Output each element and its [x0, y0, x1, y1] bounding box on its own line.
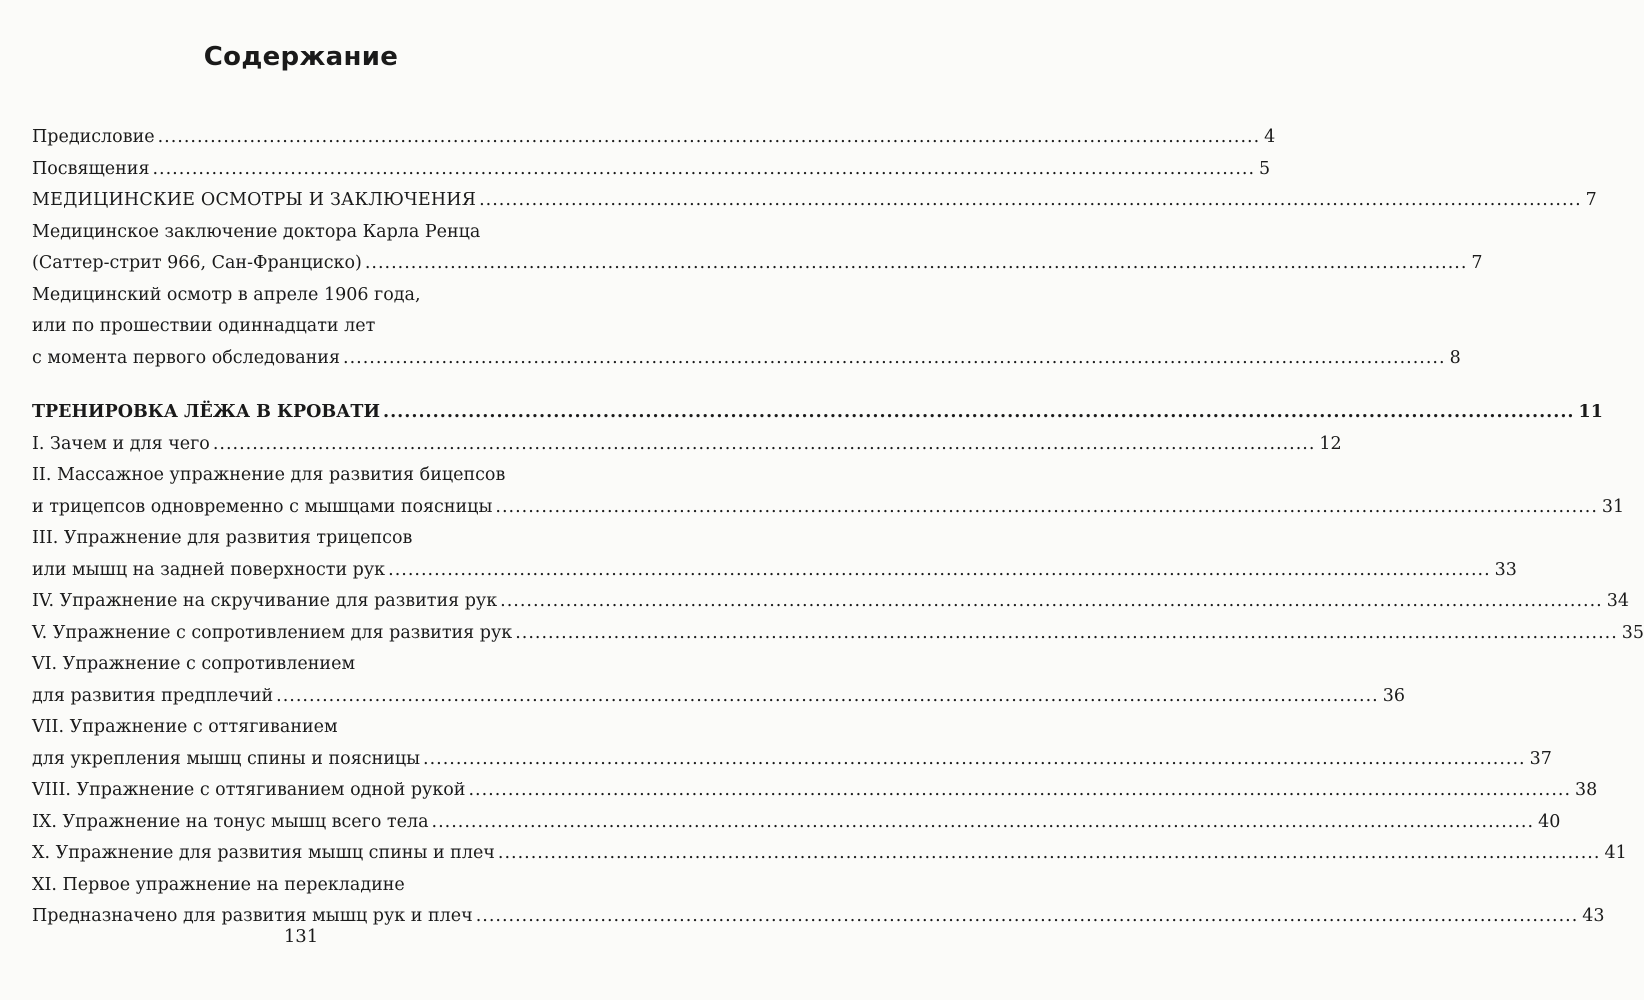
page-number: 131 [283, 926, 319, 947]
toc-entry-preface[interactable] [32, 122, 1276, 154]
toc-entry-resistance-arms[interactable] [32, 618, 1644, 650]
toc-entry-massage-line1[interactable] [32, 460, 560, 492]
toc-entry-bar-line1[interactable] [32, 870, 560, 902]
toc-page-number: 4 [1264, 127, 1276, 147]
dot-leader [495, 492, 1598, 524]
dot-leader [152, 154, 1255, 186]
toc-entry-why[interactable] [32, 429, 1342, 461]
toc-entry-title: VI. Упражнение с сопротивлением [32, 654, 356, 674]
toc-entry-title: и трицепсов одновременно с мышцами поясницы [32, 496, 493, 517]
toc-page-number: 41 [1604, 843, 1627, 863]
toc-entry-exam1906-line1[interactable] [32, 280, 560, 312]
toc-page-number: 38 [1575, 780, 1598, 800]
toc-entry-title: X. Упражнение для развития мышц спины и плеч [32, 843, 495, 863]
toc-entry-title: для развития предплечий [32, 685, 274, 706]
toc-entry-title: Предназначено для развития мышц рук и плеч [32, 906, 473, 926]
dot-leader [158, 122, 1261, 154]
toc-entry-whole-body[interactable] [32, 807, 1561, 839]
dot-leader [213, 429, 1316, 461]
toc-entry-renz-line2[interactable] [32, 248, 1483, 280]
dot-leader [479, 185, 1582, 217]
toc-page-number: 40 [1538, 811, 1561, 832]
toc-entry-title: (Саттер-стрит 966, Сан-Франциско) [32, 253, 362, 273]
toc-entry-title: XI. Первое упражнение на перекладине [32, 874, 405, 895]
dot-leader [498, 838, 1601, 870]
toc-entry-title: для укрепления мышц спины и поясницы [32, 748, 421, 769]
page-title: Содержание [203, 42, 399, 72]
toc-section-title: МЕДИЦИНСКИЕ ОСМОТРЫ И ЗАКЛЮЧЕНИЯ [32, 190, 477, 210]
toc-entry-title: VIII. Упражнение с оттягиванием одной рукой [32, 780, 466, 800]
toc-entry-forearms-line1[interactable] [32, 649, 560, 681]
toc-entry-title: Предисловие [32, 127, 155, 147]
toc-entry-forearms-line2[interactable] [32, 681, 1405, 713]
toc-entry-pull-line2[interactable] [32, 744, 1552, 776]
dot-leader [468, 775, 1571, 807]
toc-entry-title: IX. Упражнение на тонус мышц всего тела [32, 811, 429, 832]
toc-entry-triceps-line2[interactable] [32, 555, 1517, 587]
toc-entry-triceps-line1[interactable] [32, 523, 560, 555]
dot-leader [500, 586, 1603, 618]
toc-entry-exam1906-line3[interactable] [32, 343, 1461, 375]
toc-page-number: 7 [1471, 253, 1483, 273]
toc-entry-one-arm-pull[interactable] [32, 775, 1598, 807]
toc-entry-exam1906-line2[interactable] [32, 311, 560, 343]
toc-page-number: 5 [1259, 158, 1271, 179]
toc-entry-title: Медицинский осмотр в апреле 1906 года, [32, 284, 421, 305]
toc-page-number: 11 [1578, 402, 1603, 422]
toc-entry-title: IV. Упражнение на скручивание для развития рук [32, 591, 498, 611]
toc-entry-back-shoulders[interactable] [32, 838, 1627, 870]
dot-leader [276, 681, 1379, 713]
toc-entry-title: VII. Упражнение с оттягиванием [32, 717, 338, 737]
toc-entry-title: II. Массажное упражнение для развития бицепсов [32, 465, 506, 485]
dot-leader [423, 744, 1526, 776]
toc-entry-twist[interactable] [32, 586, 1629, 618]
toc-entry-title: V. Упражнение с сопротивлением для развития рук [32, 622, 513, 643]
toc-page-number: 12 [1319, 433, 1342, 454]
dot-leader [343, 343, 1446, 375]
dot-leader [432, 807, 1535, 839]
toc-entry-renz-line1[interactable] [32, 217, 560, 249]
toc-section-medical[interactable] [32, 185, 1597, 217]
table-of-contents [32, 122, 1644, 933]
toc-section-title: ТРЕНИРОВКА ЛЁЖА В КРОВАТИ [32, 402, 380, 422]
toc-entry-title: Посвящения [32, 158, 150, 179]
toc-page-number: 33 [1494, 559, 1517, 580]
dot-leader [388, 555, 1491, 587]
dot-leader [383, 397, 1575, 429]
toc-entry-title: Медицинское заключение доктора Карла Ренца [32, 221, 481, 242]
toc-page-number: 8 [1449, 347, 1461, 368]
toc-entry-title: III. Упражнение для развития трицепсов [32, 528, 413, 548]
toc-entry-dedications[interactable] [32, 154, 1271, 186]
toc-entry-title: с момента первого обследования [32, 347, 341, 368]
section-gap [32, 374, 560, 397]
toc-page-number: 36 [1382, 685, 1405, 706]
toc-entry-massage-line2[interactable] [32, 492, 1625, 524]
toc-page-number: 35 [1621, 622, 1644, 643]
toc-page-number: 7 [1585, 190, 1597, 210]
toc-page-number: 37 [1529, 748, 1552, 769]
toc-page-number: 43 [1582, 906, 1605, 926]
toc-entry-title: или по прошествии одиннадцати лет [32, 316, 376, 336]
toc-entry-pull-line1[interactable] [32, 712, 560, 744]
toc-entry-title: или мышц на задней поверхности рук [32, 559, 386, 580]
toc-page-number: 31 [1601, 496, 1625, 517]
toc-section-bed-training[interactable] [32, 397, 1603, 429]
dot-leader [515, 618, 1618, 650]
dot-leader [365, 248, 1468, 280]
dot-leader [476, 901, 1579, 933]
toc-page-number: 34 [1606, 591, 1629, 611]
toc-entry-title: I. Зачем и для чего [32, 433, 210, 454]
